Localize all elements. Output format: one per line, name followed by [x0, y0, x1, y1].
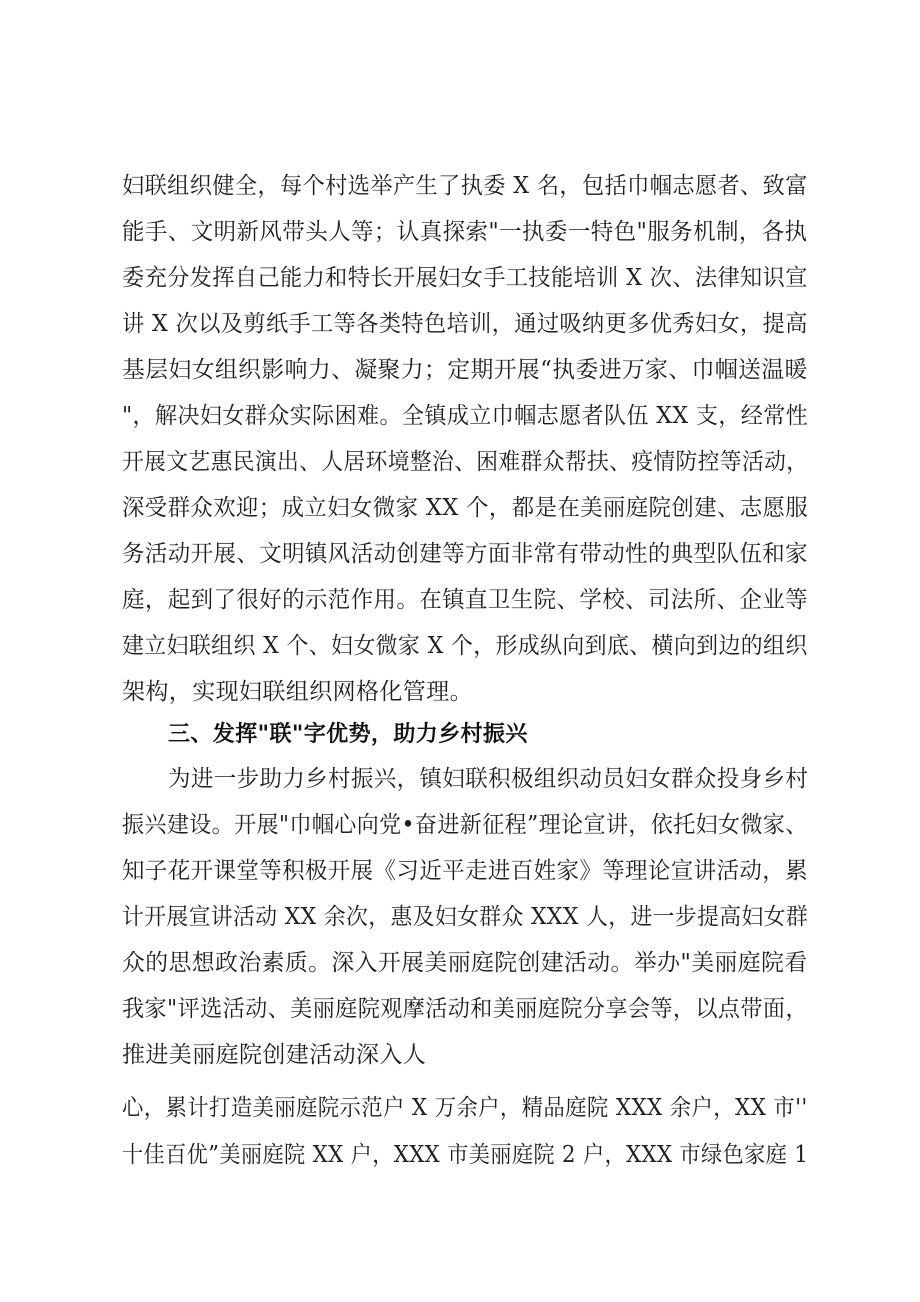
body-text-line: 讲 X 次以及剪纸手工等各类特色培训，通过吸纳更多优秀妇女，提高	[122, 311, 808, 337]
body-text-line: 计开展宣讲活动 XX 余次，惠及妇女群众 XXX 人，进一步提高妇女群	[122, 904, 809, 930]
body-text-line: 推进美丽庭院创建活动深入人	[122, 1042, 427, 1068]
section-heading: 三、发挥"联"字优势，助力乡村振兴	[168, 722, 528, 747]
body-text-line: 众的思想政治素质。深入开展美丽庭院创建活动。举办"美丽庭院看	[122, 950, 808, 976]
body-text-line: 为进一步助力乡村振兴，镇妇联积极组织动员妇女群众投身乡村	[168, 766, 809, 792]
body-text-line: 架构，实现妇联组织网格化管理。	[122, 679, 473, 705]
body-text-line: 委充分发挥自己能力和特长开展妇女手工技能培训 X 次、法律知识宣	[122, 265, 808, 291]
body-text-line: 知子花开课堂等积极开展《习近平走进百姓家》等理论宣讲活动，累	[122, 858, 808, 884]
body-text-line: 深受群众欢迎；成立妇女微家 XX 个，都是在美丽庭院创建、志愿服	[122, 495, 809, 521]
body-text-line: 庭，起到了很好的示范作用。在镇直卫生院、学校、司法所、企业等	[122, 587, 808, 613]
body-text-line: "，解决妇女群众实际困难。全镇成立巾帼志愿者队伍 XX 支，经常性	[122, 403, 809, 429]
body-text-line: 妇联组织健全，每个村选举产生了执委 X 名，包括巾帼志愿者、致富	[122, 173, 808, 199]
body-text-line: 我家"评选活动、美丽庭院观摩活动和美丽庭院分享会等，以点带面，	[122, 996, 808, 1022]
body-text-line: 心，累计打造美丽庭院示范户 X 万余户，精品庭院 XXX 余户，XX 市''	[122, 1095, 808, 1121]
body-text-line: 开展文艺惠民演出、人居环境整治、困难群众帮扶、疫情防控等活动，	[122, 449, 809, 475]
body-text-line: 建立妇联组织 X 个、妇女微家 X 个，形成纵向到底、横向到边的组织	[122, 633, 808, 659]
body-text-line: 基层妇女组织影响力、凝聚力；定期开展“执委进万家、巾帼送温暖	[122, 357, 808, 383]
body-text-line: 务活动开展、文明镇风活动创建等方面非常有带动性的典型队伍和家	[122, 541, 808, 567]
body-text-line: 十佳百优”美丽庭院 XX 户，XXX 市美丽庭院 2 户，XXX 市绿色家庭 1	[122, 1142, 809, 1168]
body-text-line: 能手、文明新风带头人等；认真探索"一执委一特色"服务机制，各执	[122, 219, 808, 245]
body-text-line: 振兴建设。开展"巾帼心向党•奋进新征程”理论宣讲，依托妇女微家、	[122, 812, 808, 838]
